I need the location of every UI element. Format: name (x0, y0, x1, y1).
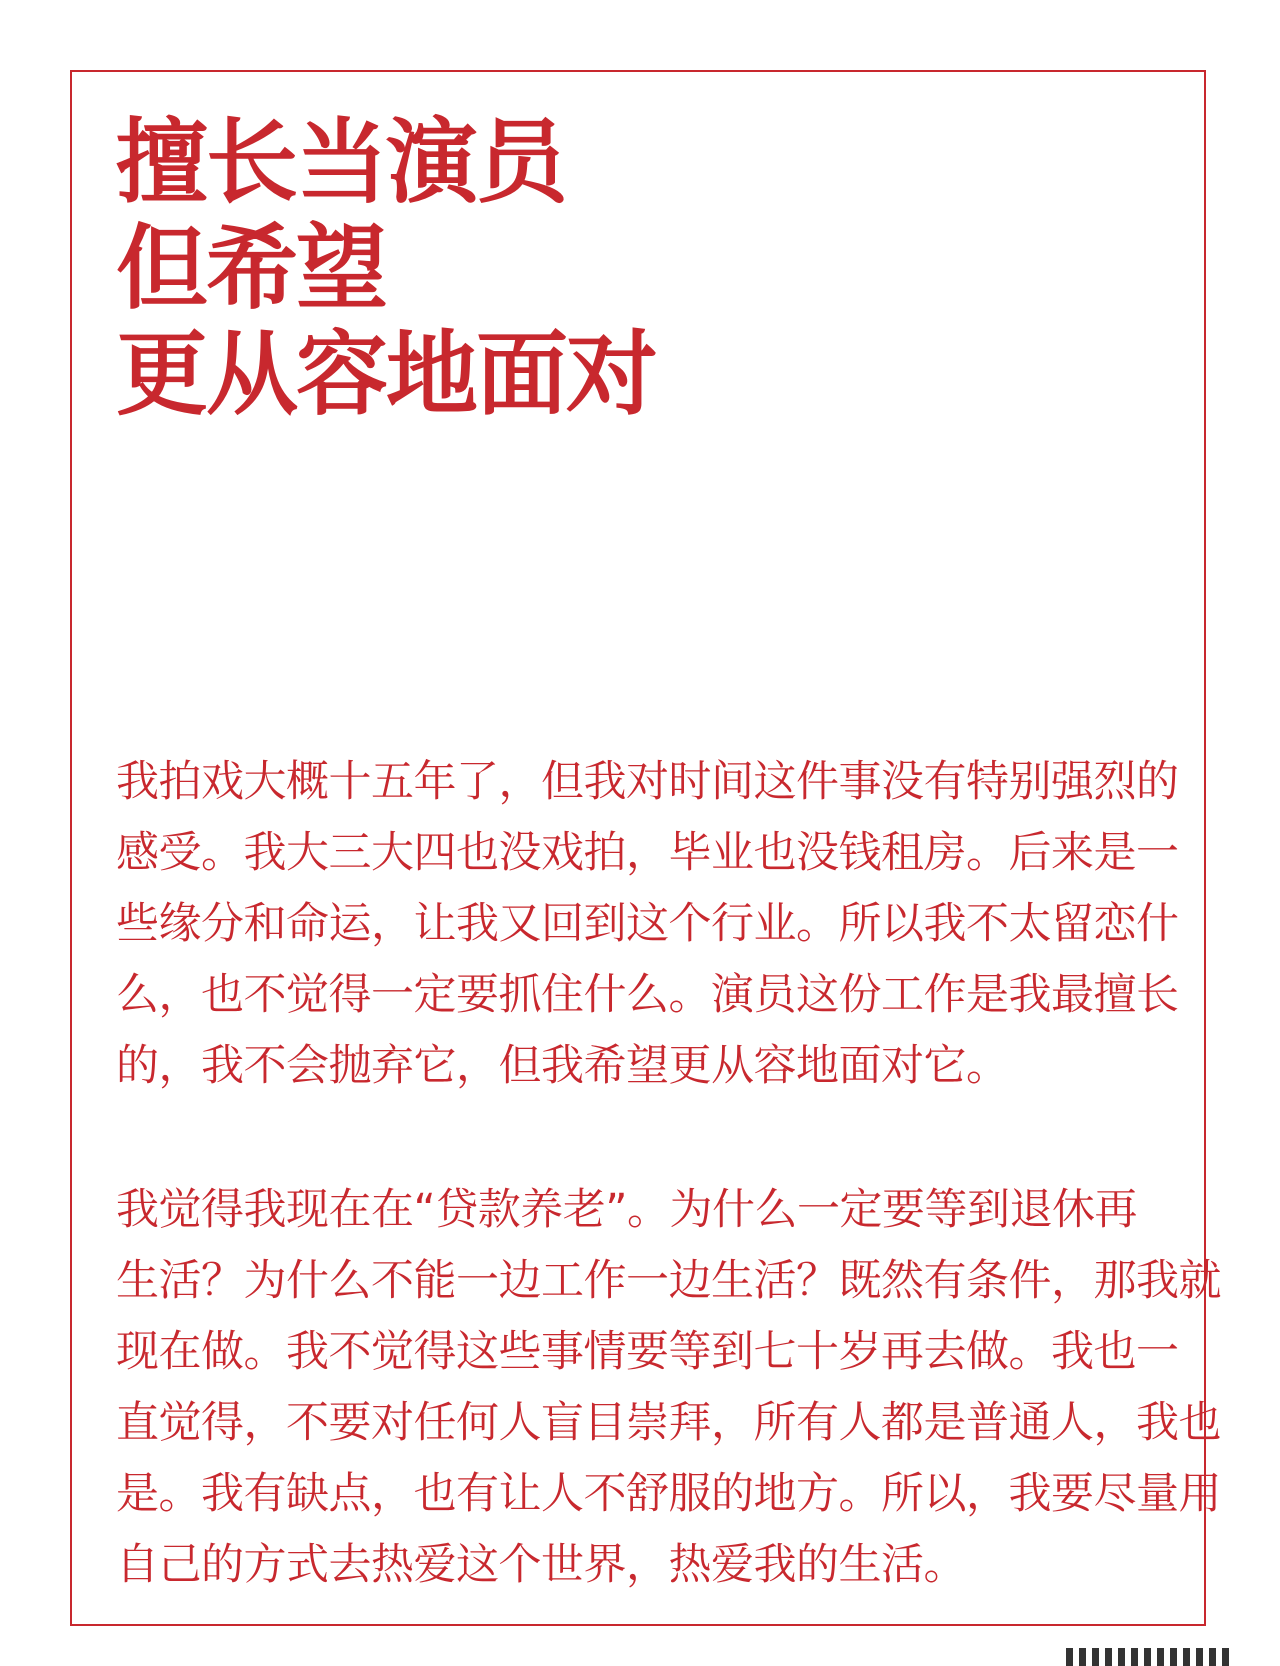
paragraph-1 (116, 747, 1179, 1102)
watermark-bar (1157, 1648, 1164, 1666)
title-line: 擅长当演员 (116, 109, 567, 216)
watermark-bar (1092, 1648, 1099, 1666)
paragraph-line: 的，我不会抛弃它，但我希望更从容地面对它。 (116, 1041, 1009, 1091)
paragraph-line: 我拍戏大概十五年了，但我对时间这件事没有特别强烈的 (116, 757, 1179, 807)
page-title (116, 110, 656, 428)
paragraph-line: 么，也不觉得一定要抓住什么。演员这份工作是我最擅长 (116, 970, 1179, 1020)
watermark-bar (1066, 1648, 1073, 1666)
watermark-bar (1183, 1648, 1190, 1666)
watermark-bar (1118, 1648, 1125, 1666)
paragraph-line: 感受。我大三大四也没戏拍，毕业也没钱租房。后来是一 (116, 828, 1179, 878)
title-line: 但希望 (116, 215, 387, 322)
paragraph-line: 现在做。我不觉得这些事情要等到七十岁再去做。我也一 (116, 1327, 1179, 1377)
watermark-bar (1079, 1648, 1086, 1666)
paragraph-line: 些缘分和命运，让我又回到这个行业。所以我不太留恋什 (116, 899, 1179, 949)
watermark-bar (1105, 1648, 1112, 1666)
paragraph-line: 自己的方式去热爱这个世界，热爱我的生活。 (116, 1540, 966, 1590)
paragraph-line: 我觉得我现在在“贷款养老”。为什么一定要等到退休再 (116, 1185, 1138, 1235)
title-line: 更从容地面对 (116, 321, 657, 428)
watermark-bar (1222, 1648, 1229, 1666)
watermark-bar (1131, 1648, 1138, 1666)
paragraph-line: 是。我有缺点，也有让人不舒服的地方。所以，我要尽量用 (116, 1469, 1221, 1519)
paragraph-line: 生活？为什么不能一边工作一边生活？既然有条件，那我就 (116, 1256, 1221, 1306)
watermark-bar (1144, 1648, 1151, 1666)
paragraph-line: 直觉得，不要对任何人盲目崇拜，所有人都是普通人，我也 (116, 1398, 1221, 1448)
watermark-bars (1066, 1644, 1256, 1666)
paragraph-2 (116, 1175, 1221, 1601)
watermark-bar (1196, 1648, 1203, 1666)
watermark-bar (1170, 1648, 1177, 1666)
watermark-bar (1209, 1648, 1216, 1666)
